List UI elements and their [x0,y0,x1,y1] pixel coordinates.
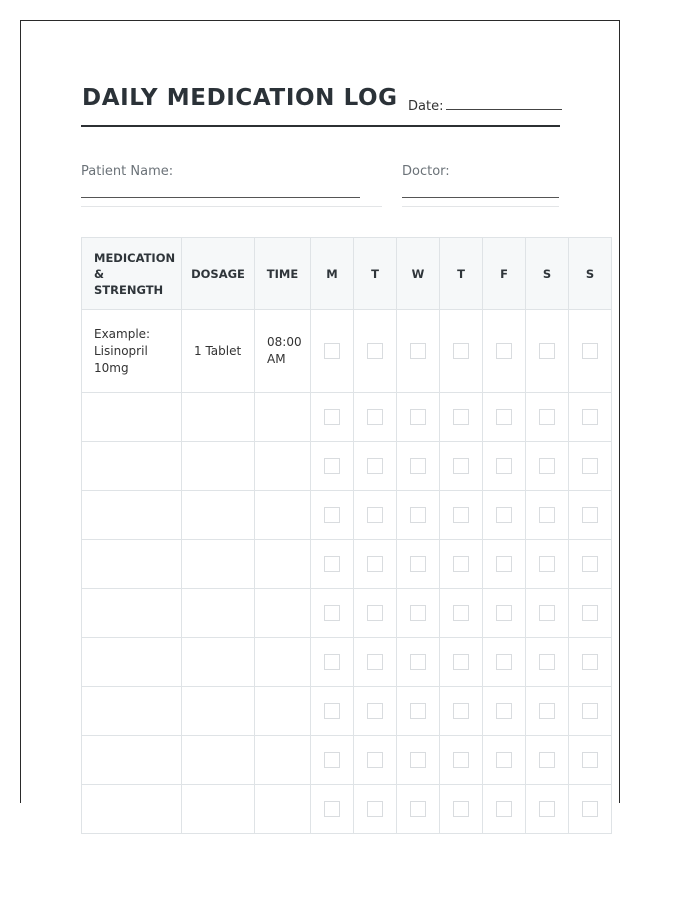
table-row [82,687,612,736]
cell-day-sat [526,491,569,540]
cell-medication[interactable] [82,736,182,785]
table-row [82,638,612,687]
cell-day-sat [526,736,569,785]
checkbox[interactable] [582,605,598,621]
checkbox[interactable] [324,343,340,359]
table-row [82,785,612,834]
cell-day-tue [354,442,397,491]
checkbox[interactable] [453,409,469,425]
cell-day-sun [569,540,612,589]
checkbox[interactable] [324,703,340,719]
cell-day-sat [526,442,569,491]
checkbox[interactable] [324,556,340,572]
cell-day-wed [397,736,440,785]
cell-day-sat [526,785,569,834]
cell-time[interactable] [255,393,311,442]
checkbox[interactable] [367,409,383,425]
cell-day-sun [569,310,612,393]
checkbox[interactable] [496,556,512,572]
cell-day-sun [569,442,612,491]
cell-day-thu [440,687,483,736]
title-divider [81,125,560,127]
checkbox[interactable] [582,801,598,817]
table-row [82,491,612,540]
checkbox[interactable] [453,507,469,523]
checkbox[interactable] [582,458,598,474]
checkbox[interactable] [496,409,512,425]
cell-dosage[interactable] [182,785,255,834]
cell-medication[interactable] [82,393,182,442]
cell-day-sun [569,736,612,785]
checkbox[interactable] [453,458,469,474]
checkbox[interactable] [410,752,426,768]
checkbox[interactable] [453,703,469,719]
cell-day-mon [311,540,354,589]
checkbox[interactable] [539,703,555,719]
cell-day-wed [397,589,440,638]
checkbox[interactable] [324,409,340,425]
cell-time[interactable]: 08:00 AM [255,310,311,393]
checkbox[interactable] [410,556,426,572]
cell-day-fri [483,736,526,785]
cell-day-mon [311,589,354,638]
cell-day-fri [483,589,526,638]
checkbox[interactable] [496,343,512,359]
col-header-medication: MEDICATION & STRENGTH [82,238,182,310]
cell-day-wed [397,491,440,540]
cell-day-thu [440,638,483,687]
cell-day-tue [354,785,397,834]
checkbox[interactable] [582,703,598,719]
table-row [82,736,612,785]
checkbox[interactable] [496,507,512,523]
checkbox[interactable] [367,654,383,670]
checkbox[interactable] [453,801,469,817]
checkbox[interactable] [582,507,598,523]
medication-table [81,237,612,834]
cell-day-sat [526,589,569,638]
cell-day-wed [397,785,440,834]
col-header-tuesday: T [354,238,397,310]
cell-day-sat [526,540,569,589]
cell-day-mon [311,310,354,393]
cell-medication[interactable] [82,540,182,589]
cell-day-tue [354,687,397,736]
cell-day-mon [311,736,354,785]
checkbox[interactable] [453,605,469,621]
cell-day-thu [440,589,483,638]
table-row-example [82,310,612,393]
cell-day-tue [354,736,397,785]
cell-day-fri [483,540,526,589]
cell-day-tue [354,310,397,393]
checkbox[interactable] [410,458,426,474]
checkbox[interactable] [367,458,383,474]
col-header-wednesday: W [397,238,440,310]
cell-day-sat [526,310,569,393]
page-title: DAILY MEDICATION LOG [82,85,398,111]
cell-day-mon [311,785,354,834]
cell-time[interactable] [255,491,311,540]
checkbox[interactable] [367,605,383,621]
cell-day-thu [440,736,483,785]
cell-day-fri [483,310,526,393]
date-field[interactable] [408,97,562,114]
cell-day-sun [569,785,612,834]
cell-medication[interactable] [82,589,182,638]
cell-dosage[interactable] [182,687,255,736]
checkbox[interactable] [496,752,512,768]
cell-day-fri [483,393,526,442]
checkbox[interactable] [496,458,512,474]
table-header-row [82,238,612,310]
checkbox[interactable] [453,556,469,572]
cell-day-sun [569,687,612,736]
cell-day-thu [440,491,483,540]
cell-day-thu [440,393,483,442]
checkbox[interactable] [582,654,598,670]
cell-day-thu [440,785,483,834]
checkbox[interactable] [453,343,469,359]
checkbox[interactable] [496,703,512,719]
cell-day-sun [569,491,612,540]
checkbox[interactable] [410,507,426,523]
doctor-underline [402,206,559,207]
cell-day-sun [569,589,612,638]
doctor-input-line[interactable] [402,197,559,198]
cell-day-tue [354,589,397,638]
cell-day-fri [483,785,526,834]
cell-day-tue [354,491,397,540]
cell-time[interactable] [255,736,311,785]
checkbox[interactable] [324,654,340,670]
cell-dosage[interactable] [182,589,255,638]
checkbox[interactable] [324,507,340,523]
col-header-sunday: S [569,238,612,310]
cell-day-tue [354,540,397,589]
cell-day-fri [483,442,526,491]
table-row [82,393,612,442]
cell-day-wed [397,393,440,442]
cell-time[interactable] [255,442,311,491]
cell-day-fri [483,491,526,540]
cell-dosage[interactable] [182,491,255,540]
checkbox[interactable] [539,409,555,425]
cell-medication[interactable] [82,491,182,540]
cell-day-sat [526,393,569,442]
cell-dosage[interactable]: 1 Tablet [182,310,255,393]
col-header-monday: M [311,238,354,310]
cell-day-sat [526,687,569,736]
cell-dosage[interactable] [182,736,255,785]
col-header-saturday: S [526,238,569,310]
cell-day-mon [311,638,354,687]
cell-day-wed [397,442,440,491]
cell-day-sat [526,638,569,687]
cell-medication[interactable]: Example: Lisinopril 10mg [82,310,182,393]
medication-log-page [20,20,620,803]
patient-name-underline [81,206,382,207]
date-label: Date: [408,99,444,114]
cell-day-thu [440,442,483,491]
cell-time[interactable] [255,540,311,589]
checkbox[interactable] [410,801,426,817]
col-header-thursday: T [440,238,483,310]
cell-dosage[interactable] [182,393,255,442]
checkbox[interactable] [453,752,469,768]
cell-day-thu [440,540,483,589]
checkbox[interactable] [539,556,555,572]
patient-name-label: Patient Name: [81,164,174,179]
checkbox[interactable] [324,605,340,621]
checkbox[interactable] [367,507,383,523]
cell-medication[interactable] [82,638,182,687]
date-blank-line[interactable] [446,97,562,110]
checkbox[interactable] [367,752,383,768]
checkbox[interactable] [582,343,598,359]
checkbox[interactable] [496,654,512,670]
checkbox[interactable] [324,752,340,768]
cell-day-sun [569,638,612,687]
col-header-time: TIME [255,238,311,310]
checkbox[interactable] [410,343,426,359]
checkbox[interactable] [367,801,383,817]
checkbox[interactable] [539,458,555,474]
cell-day-thu [440,310,483,393]
cell-day-tue [354,638,397,687]
checkbox[interactable] [539,605,555,621]
checkbox[interactable] [410,409,426,425]
checkbox[interactable] [324,801,340,817]
cell-day-mon [311,491,354,540]
doctor-label: Doctor: [402,164,450,179]
cell-day-mon [311,442,354,491]
checkbox[interactable] [539,752,555,768]
cell-medication[interactable] [82,687,182,736]
cell-dosage[interactable] [182,638,255,687]
cell-day-tue [354,393,397,442]
table-row [82,589,612,638]
cell-time[interactable] [255,785,311,834]
checkbox[interactable] [367,703,383,719]
cell-time[interactable] [255,638,311,687]
checkbox[interactable] [539,801,555,817]
cell-day-mon [311,687,354,736]
checkbox[interactable] [496,605,512,621]
cell-day-mon [311,393,354,442]
checkbox[interactable] [453,654,469,670]
checkbox[interactable] [582,752,598,768]
cell-dosage[interactable] [182,540,255,589]
cell-day-wed [397,540,440,589]
table-row [82,540,612,589]
cell-day-sun [569,393,612,442]
checkbox[interactable] [582,409,598,425]
cell-day-fri [483,638,526,687]
checkbox[interactable] [367,343,383,359]
checkbox[interactable] [324,458,340,474]
cell-medication[interactable] [82,785,182,834]
cell-dosage[interactable] [182,442,255,491]
checkbox[interactable] [496,801,512,817]
table-row [82,442,612,491]
checkbox[interactable] [410,703,426,719]
checkbox[interactable] [367,556,383,572]
patient-name-input-line[interactable] [81,197,360,198]
cell-day-wed [397,687,440,736]
checkbox[interactable] [410,605,426,621]
cell-time[interactable] [255,687,311,736]
checkbox[interactable] [539,507,555,523]
checkbox[interactable] [539,343,555,359]
cell-day-wed [397,310,440,393]
checkbox[interactable] [582,556,598,572]
cell-time[interactable] [255,589,311,638]
checkbox[interactable] [539,654,555,670]
col-header-dosage: DOSAGE [182,238,255,310]
checkbox[interactable] [410,654,426,670]
cell-day-wed [397,638,440,687]
cell-medication[interactable] [82,442,182,491]
cell-day-fri [483,687,526,736]
col-header-friday: F [483,238,526,310]
